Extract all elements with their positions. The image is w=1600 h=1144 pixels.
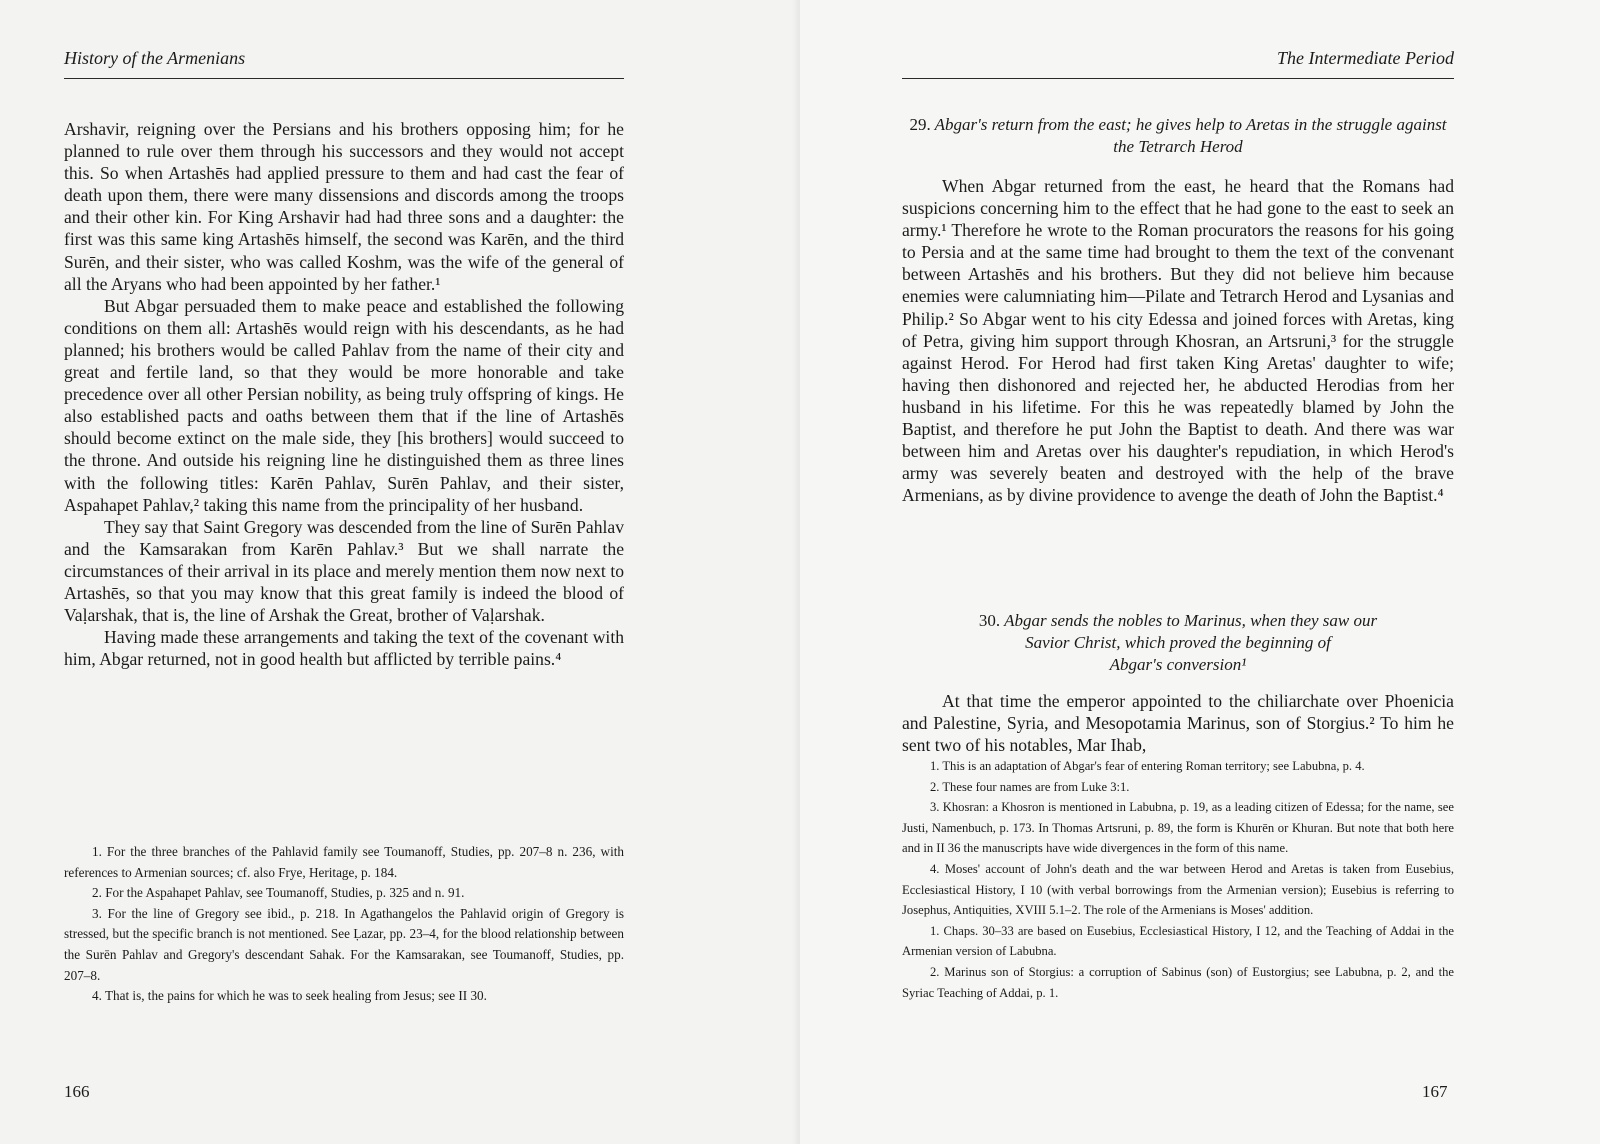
- section-title-line: Abgar sends the nobles to Marinus, when they saw our: [1004, 611, 1378, 630]
- page-number: 166: [64, 1082, 90, 1101]
- body-text: [902, 175, 1454, 506]
- section-heading: [902, 114, 1454, 158]
- right-page: [800, 0, 1600, 1144]
- paragraph: At that time the emperor appointed to the chiliarchate over Phoenicia and Palestine, Syria, and Mesopotamia Marinus, son of Storgius.² To him he sent two of his notables, Mar Ihab,: [902, 691, 1454, 756]
- footnote: 3. Khosran: a Khosron is mentioned in Labubna, p. 19, as a leading citizen of Edessa; for the name, see Justi, Namenbuch, p. 173. In Thomas Artsruni, p. 89, the form is Khurēn or Khuran. But note that both here and in II 36 the manuscripts have wide divergences in the form of this name.: [902, 800, 1454, 856]
- section-number: 30.: [978, 611, 1001, 630]
- section-title: Abgar's return from the east; he gives help to Aretas in the struggle against the Tetrarch Herod: [934, 115, 1447, 156]
- footnotes: [902, 756, 1454, 1003]
- footnote: 1. This is an adaptation of Abgar's fear of entering Roman territory; see Labubna, p. 4.: [930, 759, 1365, 773]
- paragraph: They say that Saint Gregory was descended from the line of Surēn Pahlav and the Kamsarakan from Karēn Pahlav.³ But we shall narrate the circumstances of their arrival in its place and merely mention them now next to Artashēs, so that you may know that this great family is indeed the blood of Vaḷarshak, that is, the line of Arshak the Great, brother of Vaḷarshak.: [64, 516, 624, 626]
- body-text: [902, 690, 1454, 756]
- footnote: 1. Chaps. 30–33 are based on Eusebius, Ecclesiastical History, I 12, and the Teaching of Addai in the Armenian version of Labubna.: [902, 923, 1454, 959]
- footnotes: [64, 842, 624, 1007]
- footnote: 2. Marinus son of Storgius: a corruption of Sabinus (son) of Eustorgius; see Labubna, p. 2, and the Syriac Teaching of Addai, p. 1.: [902, 964, 1454, 1000]
- section-title-line: Savior Christ, which proved the beginning of: [1025, 633, 1331, 652]
- header-rule: [902, 78, 1454, 79]
- footnote: 2. For the Aspahapet Pahlav, see Toumanoff, Studies, p. 325 and n. 91.: [92, 885, 465, 901]
- section-heading: [902, 610, 1454, 676]
- footnote: 4. That is, the pains for which he was to seek healing from Jesus; see II 30.: [92, 988, 487, 1004]
- body-text: [64, 118, 624, 670]
- header-rule: [64, 78, 624, 79]
- running-head: History of the Armenians: [64, 48, 246, 68]
- footnote: 3. For the line of Gregory see ibid., p. 218. In Agathangelos the Pahlavid origin of Gregory is stressed, but the specific branch is not mentioned. See Ḷazar, pp. 23–4, for the blood relationship between the Surēn Pahlav and Gregory's descendant Sahak. For the Kamsarakan, see Toumanoff, Studies, pp. 207–8.: [64, 905, 624, 983]
- paragraph: Having made these arrangements and taking the text of the covenant with him, Abgar returned, not in good health but afflicted by terrible pains.⁴: [64, 627, 624, 670]
- paragraph: But Abgar persuaded them to make peace and established the following conditions on them all: Artashēs would reign with his descendants, as he had planned; his brothers would be called Pahlav from the name of their city and great and fertile land, so that they would be more honorable and take precedence over all other Persian nobility, as being truly offspring of kings. He also established pacts and oaths between them that if the line of Artashēs should become extinct on the male side, they [his brothers] would succeed to the throne. And outside his reigning line he distinguished them as three lines with the following titles: Karēn Pahlav, Surēn Pahlav, and their sister, Aspahapet Pahlav,² taking this name from the principality of her husband.: [64, 295, 624, 515]
- footnote: 1. For the three branches of the Pahlavid family see Toumanoff, Studies, pp. 207–8 n. 236, with references to Armenian sources; cf. also Frye, Heritage, p. 184.: [64, 844, 624, 880]
- paragraph: When Abgar returned from the east, he heard that the Romans had suspicions concerning him to the effect that he had gone to the east to seek an army.¹ Therefore he wrote to the Roman procurators the reasons for his going to Persia and at the same time had brought to them the text of the convenant between Artashēs and his brothers. But they did not believe him because enemies were calumniating him—Pilate and Tetrarch Herod and Lysanias and Philip.² So Abgar went to his city Edessa and joined forces with Aretas, king of Petra, giving him support through Khosran, an Artsruni,³ for the struggle against Herod. For Herod had first taken King Aretas' daughter to wife; having then dishonored and rejected her, he abducted Herodias from her husband in his lifetime. For this he was repeatedly blamed by John the Baptist, and therefore he put John the Baptist to death. And there was war between him and Aretas over his daughter's repudiation, in which Herod's army was severely beaten and destroyed with the help of the brave Armenians, as by divine providence to avenge the death of John the Baptist.⁴: [902, 176, 1454, 506]
- section-title-line: Abgar's conversion¹: [1109, 655, 1247, 674]
- running-head: The Intermediate Period: [1277, 48, 1454, 68]
- footnote: 2. These four names are from Luke 3:1.: [930, 779, 1130, 794]
- page-number: 167: [1422, 1082, 1448, 1101]
- paragraph: Arshavir, reigning over the Persians and his brothers opposing him; for he planned to rule over them through his successors and they would not accept this. So when Artashēs had applied pressure to them and had cast the fear of death upon them, there were many dissensions and discords among the troops and their other kin. For King Arshavir had had three sons and a daughter: the first was this same king Artashēs himself, the second was Karēn, and the third Surēn, and their sister, who was called Koshm, was the wife of the general of all the Aryans who had been appointed by her father.¹: [64, 119, 624, 294]
- footnote: 4. Moses' account of John's death and the war between Herod and Aretas is taken from Eusebius, Ecclesiastical History, I 10 (with verbal borrowings from the Armenian version); Eusebius is referring to Josephus, Antiquities, XVIII 5.1–2. The role of the Armenians is Moses' addition.: [902, 861, 1454, 918]
- section-number: 29.: [909, 115, 931, 134]
